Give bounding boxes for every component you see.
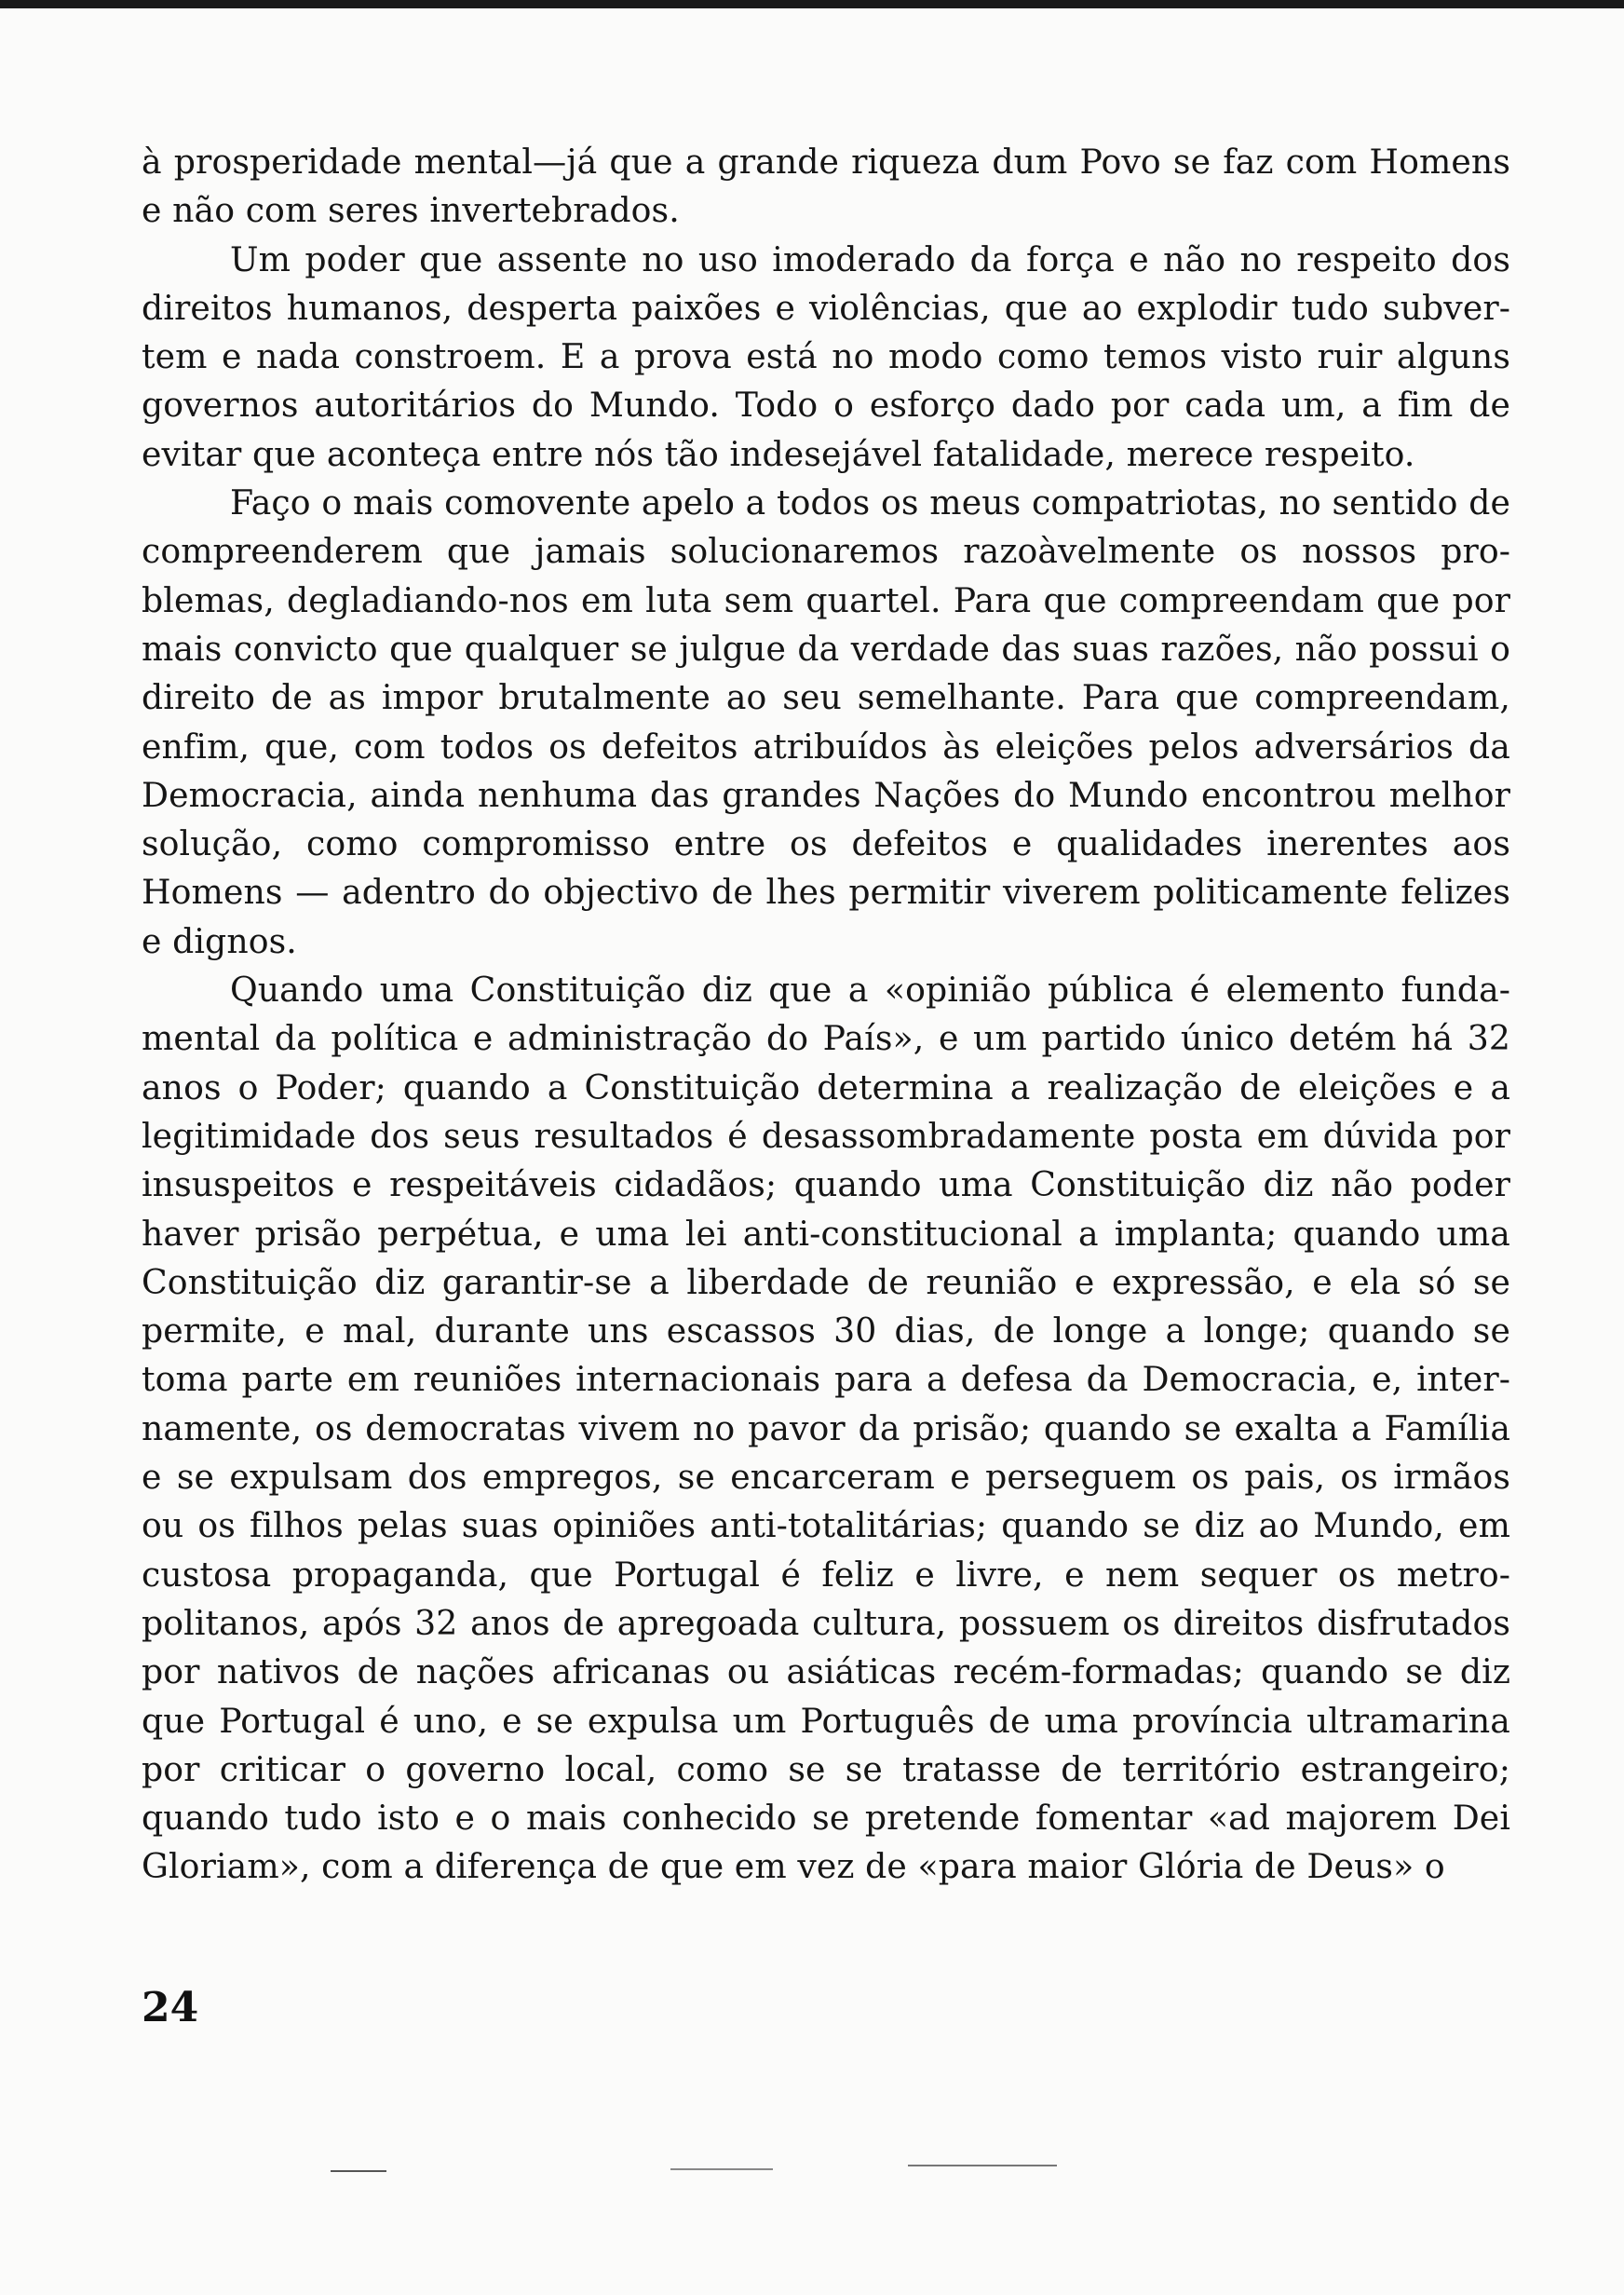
body-text	[142, 138, 1510, 1892]
paragraph-3: Faço o mais comovente apelo a todos os meus compatriotas, no sentido de compreenderem que jamais solucionaremos razoàvelmente os nossos problemas, degladiando-nos em luta sem quartel. Para que compreendam que por mais convicto que qualquer se julgue da verdade das suas razões, não possui o direito de as impor brutalmente ao seu semelhante. Para que compreendam, enfim, que, com todos os defeitos atribuídos às eleições pelos adversários da Democracia, ainda nenhuma das grandes Nações do Mundo encontrou melhor solução, como compromisso entre os defeitos e qualidades inerentes aos Homens — adentro do objectivo de lhes permitir viverem politicamente felizes e dignos.	[142, 482, 1510, 961]
paragraph-2: Um poder que assente no uso imoderado da força e não no respeito dos direitos humanos, desperta paixões e violências, que ao explodir tudo subvertem e nada constroem. E a prova está no modo como temos visto ruir alguns governos autoritários do Mundo. Todo o esforço dado por cada um, a fim de evitar que aconteça entre nós tão indesejável fatalidade, merece respeito.	[142, 238, 1510, 474]
page-number: 24	[142, 1984, 199, 2031]
paragraph-4: Quando uma Constituição diz que a «opinião pública é elemento fundamental da política e administração do País», e um partido único detém há 32 anos o Poder; quando a Constituição determina a realização de eleições e a legitimidade dos seus resultados é desassombradamente posta em dúvida por insuspeitos e respeitáveis cidadãos; quando uma Constituição diz não poder haver prisão perpétua, e uma lei anti-constitucional a implanta; quando uma Constituição diz garantir-se a liberdade de reunião e expressão, e ela só se permite, e mal, durante uns escassos 30 dias, de longe a longe; quando se toma parte em reuniões internacionais para a defesa da Democracia, e, internamente, os democratas vivem no pavor da prisão; quando se exalta a Família e se expulsam dos empregos, se encarceram e perseguem os pais, os irmãos ou os filhos pelas suas opiniões anti-totalitárias; quando se diz ao Mundo, em custosa propaganda, que Portugal é feliz e livre, e nem sequer os metropolitanos, após 32 anos de apregoada cultura, possuem os direitos disfrutados por nativos de nações africanas ou asiáticas recém-formadas; quando se diz que Portugal é uno, e se expulsa um Português de uma província ultramarina por criticar o governo local, como se se tratasse de território estrangeiro; quando tudo isto e o mais conhecido se pretende fomentar «ad majorem Dei Gloriam», com a diferença de que em vez de «para maior Glória de Deus» o	[142, 970, 1510, 1887]
scan-artifact	[670, 2168, 773, 2170]
paragraph-1: à prosperidade mental—já que a grande riqueza dum Povo se faz com Homens e não com seres invertebrados.	[142, 142, 1510, 231]
scan-artifact	[908, 2165, 1057, 2166]
scan-artifact	[331, 2170, 386, 2172]
scan-top-border	[0, 0, 1624, 8]
